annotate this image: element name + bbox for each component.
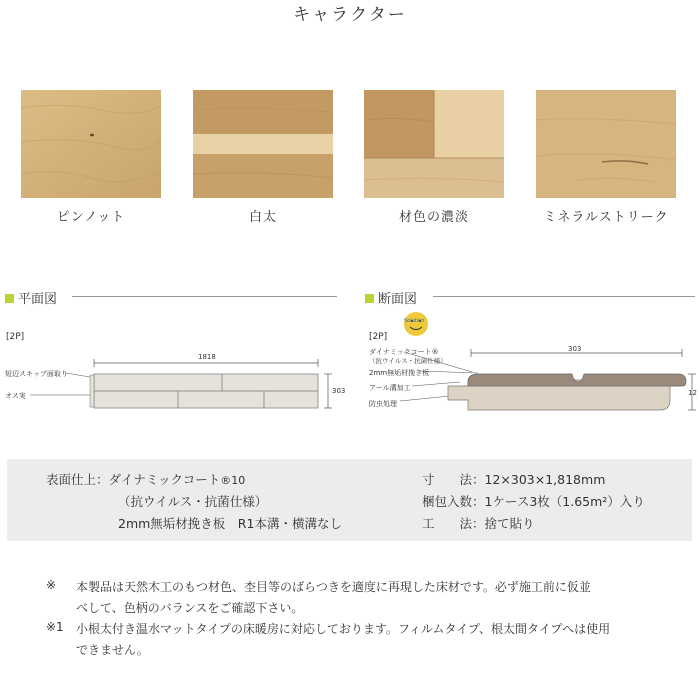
color-variation-wood-image [364,90,504,198]
note-2-line-1: 小根太付き温水マットタイプの床暖房に対応しております。フィルムタイプ、根太間タイプへは使用 [76,622,611,636]
spec-dimension-line [422,470,605,488]
spec-pack-label: 梱包入数： [422,494,485,509]
swatch-label-color-variation: 材色の濃淡 [398,210,469,225]
coat-mark: ® [431,348,439,356]
swatch-color-variation [364,90,504,198]
spec-finish-sub: （抗ウイルス・抗菌仕様） [118,494,268,509]
plan-width-dim: 303 [332,387,346,395]
accent-square-icon [5,294,14,303]
note-1-mark: ※ [46,578,57,592]
spec-method-label: 工 法： [422,516,485,531]
mineral-streak-wood-image [536,90,676,198]
section-thickness-dim: 12 [688,389,697,397]
accent-square-icon [365,294,374,303]
section-layer-groove: アール溝加工 [369,384,411,392]
plan-view-heading-text: 平面図 [18,292,58,307]
plan-label-tongue: オス実 [5,392,26,400]
spec-method-line [422,514,535,532]
spec-finish-mark: ®10 [220,474,246,487]
swatch-mineral-streak [536,90,676,198]
section-coat-sub: （抗ウイルス・抗菌仕様） [369,357,447,365]
plan-view-diagram [0,355,350,415]
section-divider [433,296,695,297]
note-2-line-2: できません。 [76,643,149,657]
note-2-mark: ※1 [46,620,64,634]
section-tag: [2P] [369,332,388,342]
pin-knot-wood-image [21,90,161,198]
spec-finish-line [46,470,245,488]
spec-dimension-value: 12×303×1,818mm [484,472,606,487]
page-title: キャラクター [293,5,407,25]
solution-logo-text: Solution [404,318,425,324]
spec-finish-label: 表面仕上： [46,472,109,487]
spec-pack-value: 1ケース3枚（1.65m²）入り [484,494,645,509]
swatch-label-sapwood: 白太 [248,210,277,225]
solution-logo [399,311,439,341]
section-layer-solid: 2mm無垢材挽き板 [369,369,430,377]
section-view-heading-text: 断面図 [378,292,418,307]
plan-view-heading [5,288,57,307]
swatch-pin-knot [21,90,161,198]
plan-divider [72,296,337,297]
spec-finish-value: ダイナミックコート [108,472,221,487]
swatch-label-mineral-streak: ミネラルストリーク [543,210,669,225]
plan-label-skip-chamfer: 短辺スキップ面取り [5,370,68,378]
plan-tag: [2P] [6,332,25,342]
spec-dimension-label: 寸 法： [422,472,485,487]
sapwood-wood-image [193,90,333,198]
spec-pack-line [422,492,645,510]
section-view-diagram [360,340,700,415]
coat-name: ダイナミックコート [369,348,432,356]
section-width-dim: 303 [568,345,582,353]
swatch-label-pin-knot: ピンノット [56,210,126,225]
note-1-line-1: 本製品は天然木工のもつ材色、杢目等のばらつきを適度に再現した床材です。必ず施工前に仮並 [76,580,591,594]
spec-finish-board: 2mm無垢材挽き板 R1本溝・横溝なし [118,516,342,531]
note-1-line-2: べして、色柄のバランスをご確認下さい。 [76,601,304,615]
plan-length-dim: 1818 [198,353,216,361]
section-layer-insect: 防虫処理 [369,400,397,408]
spec-method-value: 捨て貼り [484,516,535,531]
section-view-heading [365,288,417,307]
swatch-sapwood [193,90,333,198]
